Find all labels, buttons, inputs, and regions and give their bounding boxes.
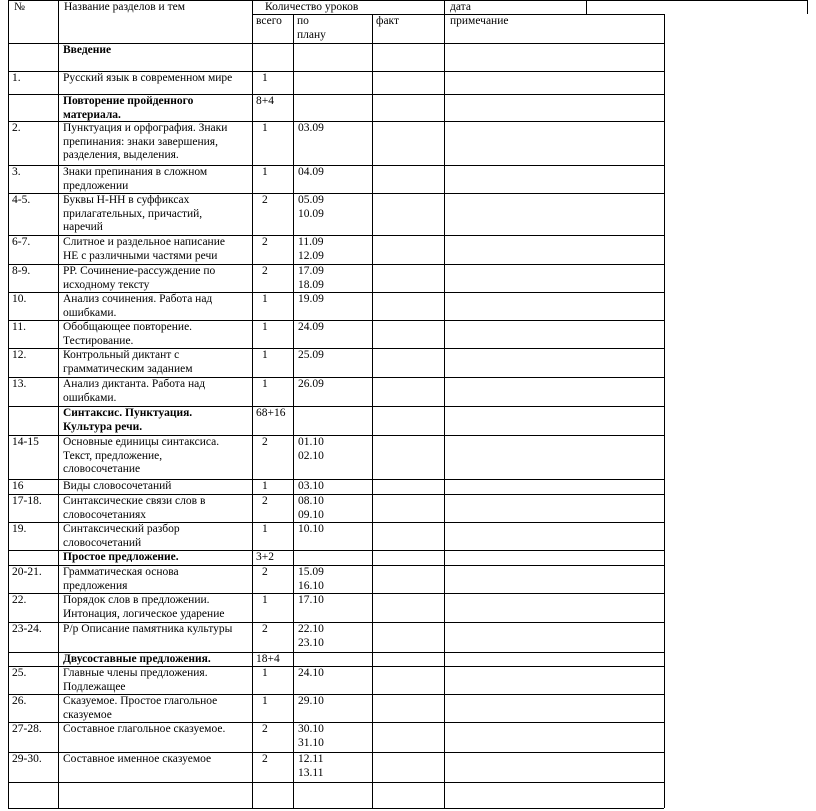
row-total: 1	[262, 378, 268, 390]
table-bottom-border	[8, 808, 664, 809]
row-plan-date: 24.10	[298, 667, 324, 679]
row-title: Анализ сочинения. Работа над ошибками.	[63, 293, 213, 319]
row-plan-date: 19.09	[298, 293, 324, 305]
row-plan-date: 03.10	[298, 480, 324, 492]
row-plan-date: 05.09 10.09	[298, 194, 324, 220]
row-total: 3+2	[256, 551, 274, 563]
row-title: Р/р Описание памятника культуры	[63, 623, 233, 635]
row-number: 20-21.	[12, 566, 42, 578]
row-title: Обобщающее повторение. Тестирование.	[63, 321, 193, 347]
row-total: 2	[262, 566, 268, 578]
row-number: 8-9.	[12, 265, 31, 277]
row-total: 1	[262, 293, 268, 305]
column-border-note	[444, 0, 445, 808]
row-total: 68+16	[256, 407, 286, 419]
row-plan-date: 15.09 16.10	[298, 566, 324, 592]
row-number: 26.	[12, 695, 27, 707]
row-plan-date: 01.10 02.10	[298, 436, 324, 462]
row-total: 1	[262, 72, 268, 84]
row-number: 29-30.	[12, 753, 42, 765]
row-title: Анализ диктанта. Работа над ошибками.	[63, 378, 206, 404]
row-plan-date: 17.10	[298, 594, 324, 606]
row-number: 1.	[12, 72, 21, 84]
column-border-fact	[372, 14, 373, 808]
row-plan-date: 24.09	[298, 321, 324, 333]
row-number: 14-15	[12, 436, 39, 448]
header-fact: факт	[376, 15, 400, 27]
row-plan-date: 04.09	[298, 166, 324, 178]
row-plan-date: 30.10 31.10	[298, 723, 324, 749]
row-title: Основные единицы синтаксиса. Текст, предложение, словосочетание	[63, 436, 220, 475]
row-plan-date: 03.09	[298, 122, 324, 134]
row-title: Синтаксический разбор словосочетаний	[63, 523, 180, 549]
row-number: 12.	[12, 349, 27, 361]
row-total: 2	[262, 723, 268, 735]
row-total: 1	[262, 349, 268, 361]
row-title: Виды словосочетаний	[63, 480, 172, 492]
row-title: Простое предложение.	[63, 551, 179, 563]
row-title: Знаки препинания в сложном предложении	[63, 166, 208, 192]
row-number: 25.	[12, 667, 27, 679]
row-plan-date: 22.10 23.10	[298, 623, 324, 649]
row-number: 11.	[12, 321, 26, 333]
row-total: 1	[262, 594, 268, 606]
column-border-left	[8, 0, 9, 808]
row-title: Составное именное сказуемое	[63, 753, 212, 765]
row-plan-date: 25.09	[298, 349, 324, 361]
row-total: 1	[262, 166, 268, 178]
header-date: дата	[450, 1, 471, 13]
row-plan-date: 17.09 18.09	[298, 265, 324, 291]
row-plan-date: 12.11 13.11	[298, 753, 324, 779]
row-total: 2	[262, 265, 268, 277]
row-total: 18+4	[256, 653, 280, 665]
row-total: 2	[262, 194, 268, 206]
row-number: 10.	[12, 293, 27, 305]
row-title: Составное глагольное сказуемое.	[63, 723, 226, 735]
row-total: 1	[262, 523, 268, 535]
row-number: 16	[12, 480, 24, 492]
row-number: 13.	[12, 378, 27, 390]
row-total: 2	[262, 623, 268, 635]
row-total: 1	[262, 695, 268, 707]
row-number: 17-18.	[12, 495, 42, 507]
row-title: Пунктуация и орфография. Знаки препинания: знаки завершения, разделения, выделения.	[63, 122, 228, 161]
header-lesson-count: Количество уроков	[265, 1, 359, 13]
row-number: 22.	[12, 594, 27, 606]
header-right-edge	[807, 0, 808, 14]
row-number: 3.	[12, 166, 21, 178]
header-total: всего	[256, 15, 282, 27]
row-total: 2	[262, 753, 268, 765]
row-title: Русский язык в современном мире	[63, 72, 233, 84]
row-title: Контрольный диктант с грамматическим заданием	[63, 349, 193, 375]
row-number: 4-5.	[12, 194, 31, 206]
row-title: Слитное и раздельное написание НЕ с различными частями речи	[63, 236, 225, 262]
column-border-right	[664, 14, 665, 808]
row-total: 2	[262, 436, 268, 448]
row-total: 1	[262, 480, 268, 492]
row-number: 2.	[12, 122, 21, 134]
row-total: 1	[262, 667, 268, 679]
row-total: 2	[262, 495, 268, 507]
row-title: РР. Сочинение-рассуждение по исходному тексту	[63, 265, 216, 291]
row-title: Синтаксические связи слов в словосочетаниях	[63, 495, 206, 521]
header-number: №	[14, 1, 25, 13]
row-plan-date: 10.10	[298, 523, 324, 535]
header-plan: по плану	[297, 15, 326, 41]
row-title: Синтаксис. Пунктуация. Культура речи.	[63, 407, 193, 433]
row-number: 23-24.	[12, 623, 42, 635]
row-title: Порядок слов в предложении. Интонация, логическое ударение	[63, 594, 225, 620]
row-title: Введение	[63, 44, 112, 56]
row-plan-date: 29.10	[298, 695, 324, 707]
header-date-end-border	[586, 0, 587, 14]
row-total: 1	[262, 122, 268, 134]
row-plan-date: 08.10 09.10	[298, 495, 324, 521]
row-title: Сказуемое. Простое глагольное сказуемое	[63, 695, 218, 721]
row-title: Главные члены предложения. Подлежащее	[63, 667, 208, 693]
row-title: Двусоставные предложения.	[63, 653, 211, 665]
row-total: 1	[262, 321, 268, 333]
row-number: 6-7.	[12, 236, 31, 248]
header-note: примечание	[450, 15, 509, 27]
row-title: Повторение пройденного материала.	[63, 95, 194, 121]
header-title: Название разделов и тем	[64, 1, 185, 13]
row-border	[8, 782, 664, 783]
row-total: 2	[262, 236, 268, 248]
row-number: 19.	[12, 523, 27, 535]
row-total: 8+4	[256, 95, 274, 107]
row-number: 27-28.	[12, 723, 42, 735]
row-title: Буквы Н-НН в суффиксах прилагательных, причастий, наречий	[63, 194, 203, 233]
row-plan-date: 11.09 12.09	[298, 236, 324, 262]
row-plan-date: 26.09	[298, 378, 324, 390]
row-title: Грамматическая основа предложения	[63, 566, 179, 592]
